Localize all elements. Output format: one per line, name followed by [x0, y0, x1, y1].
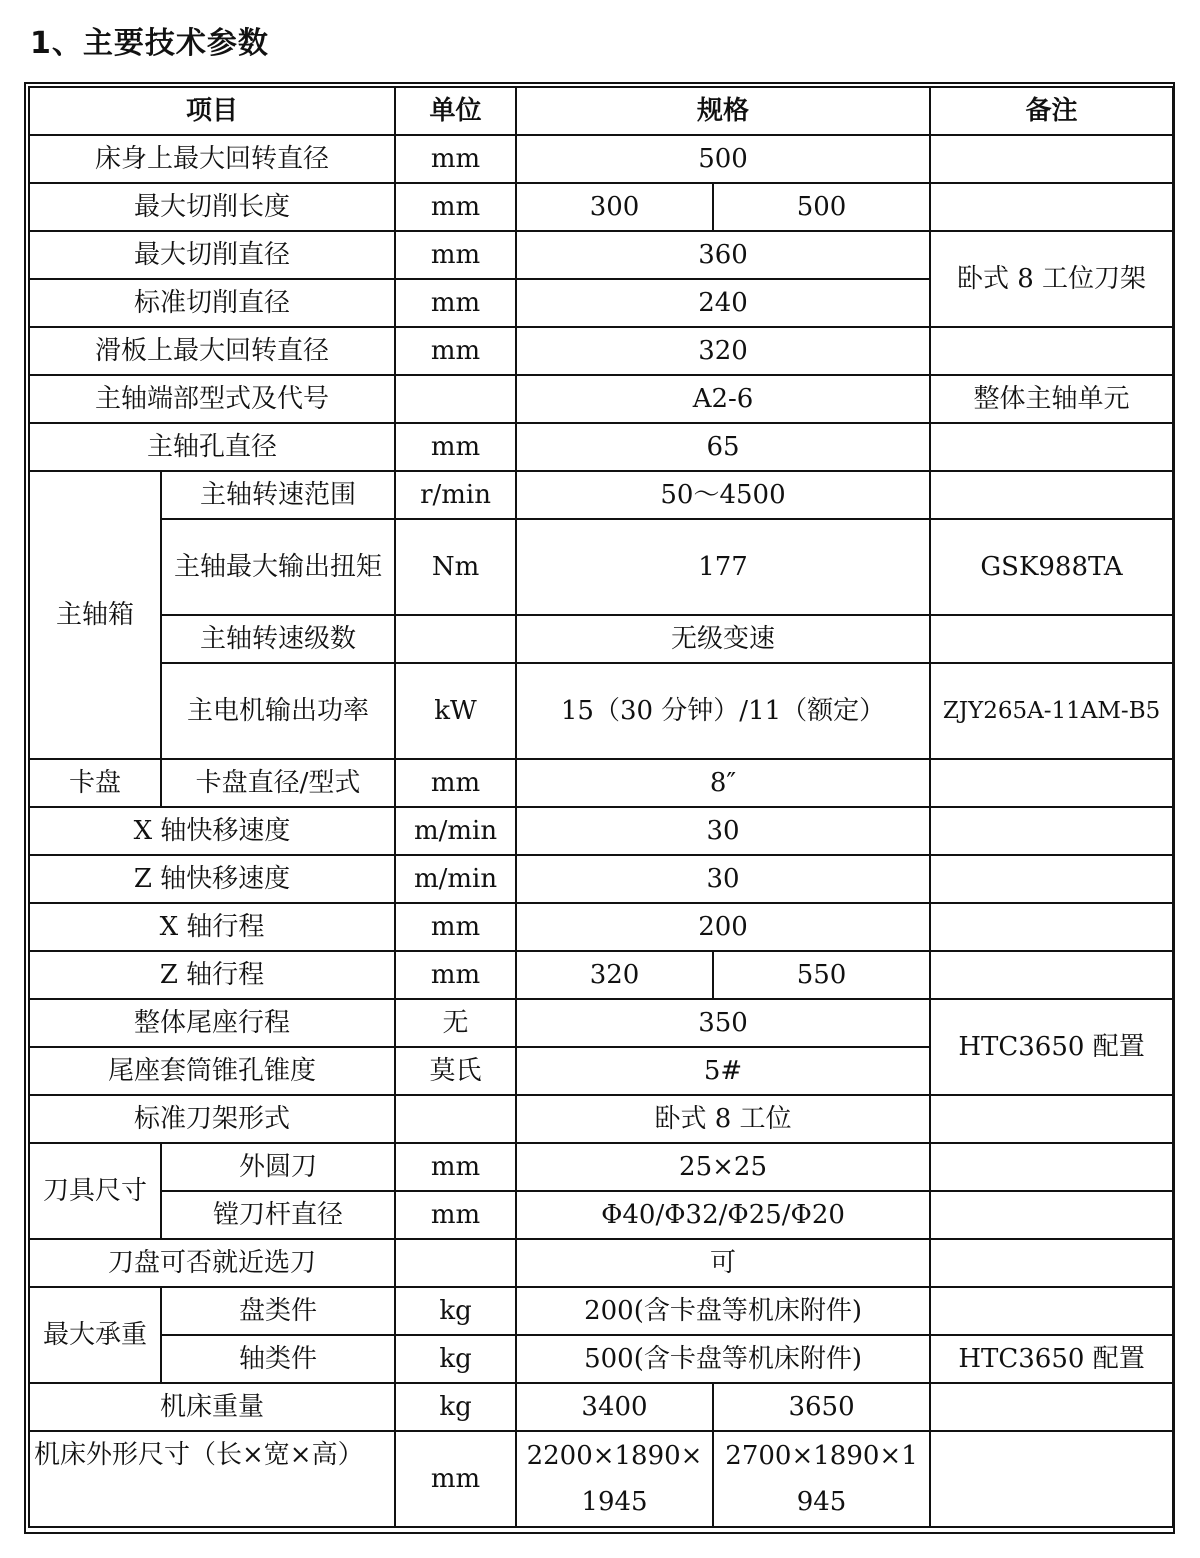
- cell-item: 机床外形尺寸（长×宽×高）: [29, 1431, 395, 1527]
- table-row: [29, 423, 1173, 471]
- table-row: [29, 1287, 1173, 1335]
- cell-spec-b: 3650: [713, 1383, 930, 1431]
- table-row: [29, 519, 1173, 615]
- cell-note-merged: HTC3650 配置: [930, 999, 1173, 1095]
- cell-group-max-load: 最大承重: [29, 1287, 161, 1383]
- cell-note: [930, 903, 1173, 951]
- cell-group-spindle-box: 主轴箱: [29, 471, 161, 759]
- cell-item: 最大切削直径: [29, 231, 395, 279]
- cell-note: [930, 1095, 1173, 1143]
- cell-item: Z 轴快移速度: [29, 855, 395, 903]
- cell-spec-b: 500: [713, 183, 930, 231]
- table-row: [29, 903, 1173, 951]
- table-row: [29, 375, 1173, 423]
- cell-unit: mm: [395, 279, 516, 327]
- cell-item: 主电机输出功率: [161, 663, 395, 759]
- spec-table: [28, 86, 1174, 1528]
- cell-note: [930, 807, 1173, 855]
- table-row: [29, 1383, 1173, 1431]
- cell-note: [930, 1287, 1173, 1335]
- cell-unit: Nm: [395, 519, 516, 615]
- header-spec: 规格: [516, 87, 930, 135]
- cell-note: [930, 471, 1173, 519]
- cell-spec: 50～4500: [516, 471, 930, 519]
- cell-spec: 30: [516, 807, 930, 855]
- cell-spec: 无级变速: [516, 615, 930, 663]
- cell-spec-a: 2200×1890×1945: [516, 1431, 713, 1527]
- table-header-row: [29, 87, 1173, 135]
- cell-note: ZJY265A-11AM-B5: [930, 663, 1173, 759]
- cell-note: [930, 135, 1173, 183]
- cell-spec: 200(含卡盘等机床附件): [516, 1287, 930, 1335]
- cell-unit: [395, 615, 516, 663]
- table-row: [29, 999, 1173, 1047]
- cell-unit: 莫氏: [395, 1047, 516, 1095]
- cell-spec: Φ40/Φ32/Φ25/Φ20: [516, 1191, 930, 1239]
- cell-spec: 65: [516, 423, 930, 471]
- cell-unit: mm: [395, 135, 516, 183]
- table-row: [29, 1191, 1173, 1239]
- cell-spec-a: 320: [516, 951, 713, 999]
- cell-item: 床身上最大回转直径: [29, 135, 395, 183]
- cell-spec: 350: [516, 999, 930, 1047]
- cell-group-chuck: 卡盘: [29, 759, 161, 807]
- cell-note: [930, 423, 1173, 471]
- cell-spec: 360: [516, 231, 930, 279]
- table-row: [29, 615, 1173, 663]
- cell-item: 外圆刀: [161, 1143, 395, 1191]
- cell-unit: mm: [395, 327, 516, 375]
- table-row: [29, 135, 1173, 183]
- cell-spec-b: 2700×1890×1945: [713, 1431, 930, 1527]
- cell-spec: 500(含卡盘等机床附件): [516, 1335, 930, 1383]
- cell-spec: 5#: [516, 1047, 930, 1095]
- cell-unit: [395, 375, 516, 423]
- header-item: 项目: [29, 87, 395, 135]
- cell-unit: mm: [395, 1431, 516, 1527]
- table-row: [29, 663, 1173, 759]
- table-row: [29, 1143, 1173, 1191]
- cell-item: 主轴转速范围: [161, 471, 395, 519]
- cell-item: 镗刀杆直径: [161, 1191, 395, 1239]
- cell-spec: 30: [516, 855, 930, 903]
- cell-note: [930, 1191, 1173, 1239]
- table-row: [29, 183, 1173, 231]
- cell-item: 主轴端部型式及代号: [29, 375, 395, 423]
- cell-item: 刀盘可否就近选刀: [29, 1239, 395, 1287]
- cell-note: 整体主轴单元: [930, 375, 1173, 423]
- cell-item: 卡盘直径/型式: [161, 759, 395, 807]
- cell-unit: mm: [395, 183, 516, 231]
- cell-unit: kW: [395, 663, 516, 759]
- cell-unit: kg: [395, 1335, 516, 1383]
- cell-spec-a: 300: [516, 183, 713, 231]
- cell-unit: mm: [395, 231, 516, 279]
- cell-spec: 320: [516, 327, 930, 375]
- cell-note: [930, 615, 1173, 663]
- cell-spec: 15（30 分钟）/11（额定）: [516, 663, 930, 759]
- cell-spec: 240: [516, 279, 930, 327]
- cell-unit: kg: [395, 1383, 516, 1431]
- cell-spec: 200: [516, 903, 930, 951]
- cell-unit: mm: [395, 423, 516, 471]
- cell-item: 主轴孔直径: [29, 423, 395, 471]
- cell-group-tool-size: 刀具尺寸: [29, 1143, 161, 1239]
- cell-item: 标准刀架形式: [29, 1095, 395, 1143]
- cell-spec: 8″: [516, 759, 930, 807]
- cell-spec: A2-6: [516, 375, 930, 423]
- table-row: [29, 231, 1173, 279]
- cell-note: [930, 1431, 1173, 1527]
- table-row: [29, 951, 1173, 999]
- cell-note: GSK988TA: [930, 519, 1173, 615]
- cell-note: [930, 951, 1173, 999]
- header-note: 备注: [930, 87, 1173, 135]
- cell-spec: 177: [516, 519, 930, 615]
- cell-unit: mm: [395, 1143, 516, 1191]
- cell-spec: 可: [516, 1239, 930, 1287]
- cell-item: Z 轴行程: [29, 951, 395, 999]
- table-row: [29, 1431, 1173, 1527]
- cell-item: 机床重量: [29, 1383, 395, 1431]
- cell-unit: 无: [395, 999, 516, 1047]
- cell-item: 最大切削长度: [29, 183, 395, 231]
- cell-item: 轴类件: [161, 1335, 395, 1383]
- table-row: [29, 327, 1173, 375]
- cell-unit: kg: [395, 1287, 516, 1335]
- cell-note: HTC3650 配置: [930, 1335, 1173, 1383]
- table-row: [29, 807, 1173, 855]
- cell-spec: 卧式 8 工位: [516, 1095, 930, 1143]
- cell-unit: r/min: [395, 471, 516, 519]
- table-row: [29, 471, 1173, 519]
- cell-note: [930, 1143, 1173, 1191]
- header-unit: 单位: [395, 87, 516, 135]
- cell-note: [930, 1383, 1173, 1431]
- section-title: 1、主要技术参数: [30, 26, 269, 61]
- table-row: [29, 855, 1173, 903]
- table-row: [29, 759, 1173, 807]
- cell-item: X 轴行程: [29, 903, 395, 951]
- cell-spec: 25×25: [516, 1143, 930, 1191]
- table-row: [29, 1335, 1173, 1383]
- cell-unit: mm: [395, 903, 516, 951]
- cell-note: [930, 759, 1173, 807]
- cell-unit: [395, 1239, 516, 1287]
- cell-note: [930, 327, 1173, 375]
- cell-unit: m/min: [395, 807, 516, 855]
- cell-spec: 500: [516, 135, 930, 183]
- cell-unit: [395, 1095, 516, 1143]
- cell-unit: mm: [395, 759, 516, 807]
- cell-item: 尾座套筒锥孔锥度: [29, 1047, 395, 1095]
- cell-note: [930, 183, 1173, 231]
- cell-note: [930, 1239, 1173, 1287]
- cell-unit: m/min: [395, 855, 516, 903]
- cell-item: 主轴转速级数: [161, 615, 395, 663]
- table-row: [29, 1239, 1173, 1287]
- cell-unit: mm: [395, 951, 516, 999]
- cell-item: 整体尾座行程: [29, 999, 395, 1047]
- table-row: [29, 1095, 1173, 1143]
- cell-item: X 轴快移速度: [29, 807, 395, 855]
- cell-item: 滑板上最大回转直径: [29, 327, 395, 375]
- cell-spec-a: 3400: [516, 1383, 713, 1431]
- cell-item: 主轴最大输出扭矩: [161, 519, 395, 615]
- cell-item: 盘类件: [161, 1287, 395, 1335]
- cell-unit: mm: [395, 1191, 516, 1239]
- cell-note-merged: 卧式 8 工位刀架: [930, 231, 1173, 327]
- cell-spec-b: 550: [713, 951, 930, 999]
- cell-item: 标准切削直径: [29, 279, 395, 327]
- cell-note: [930, 855, 1173, 903]
